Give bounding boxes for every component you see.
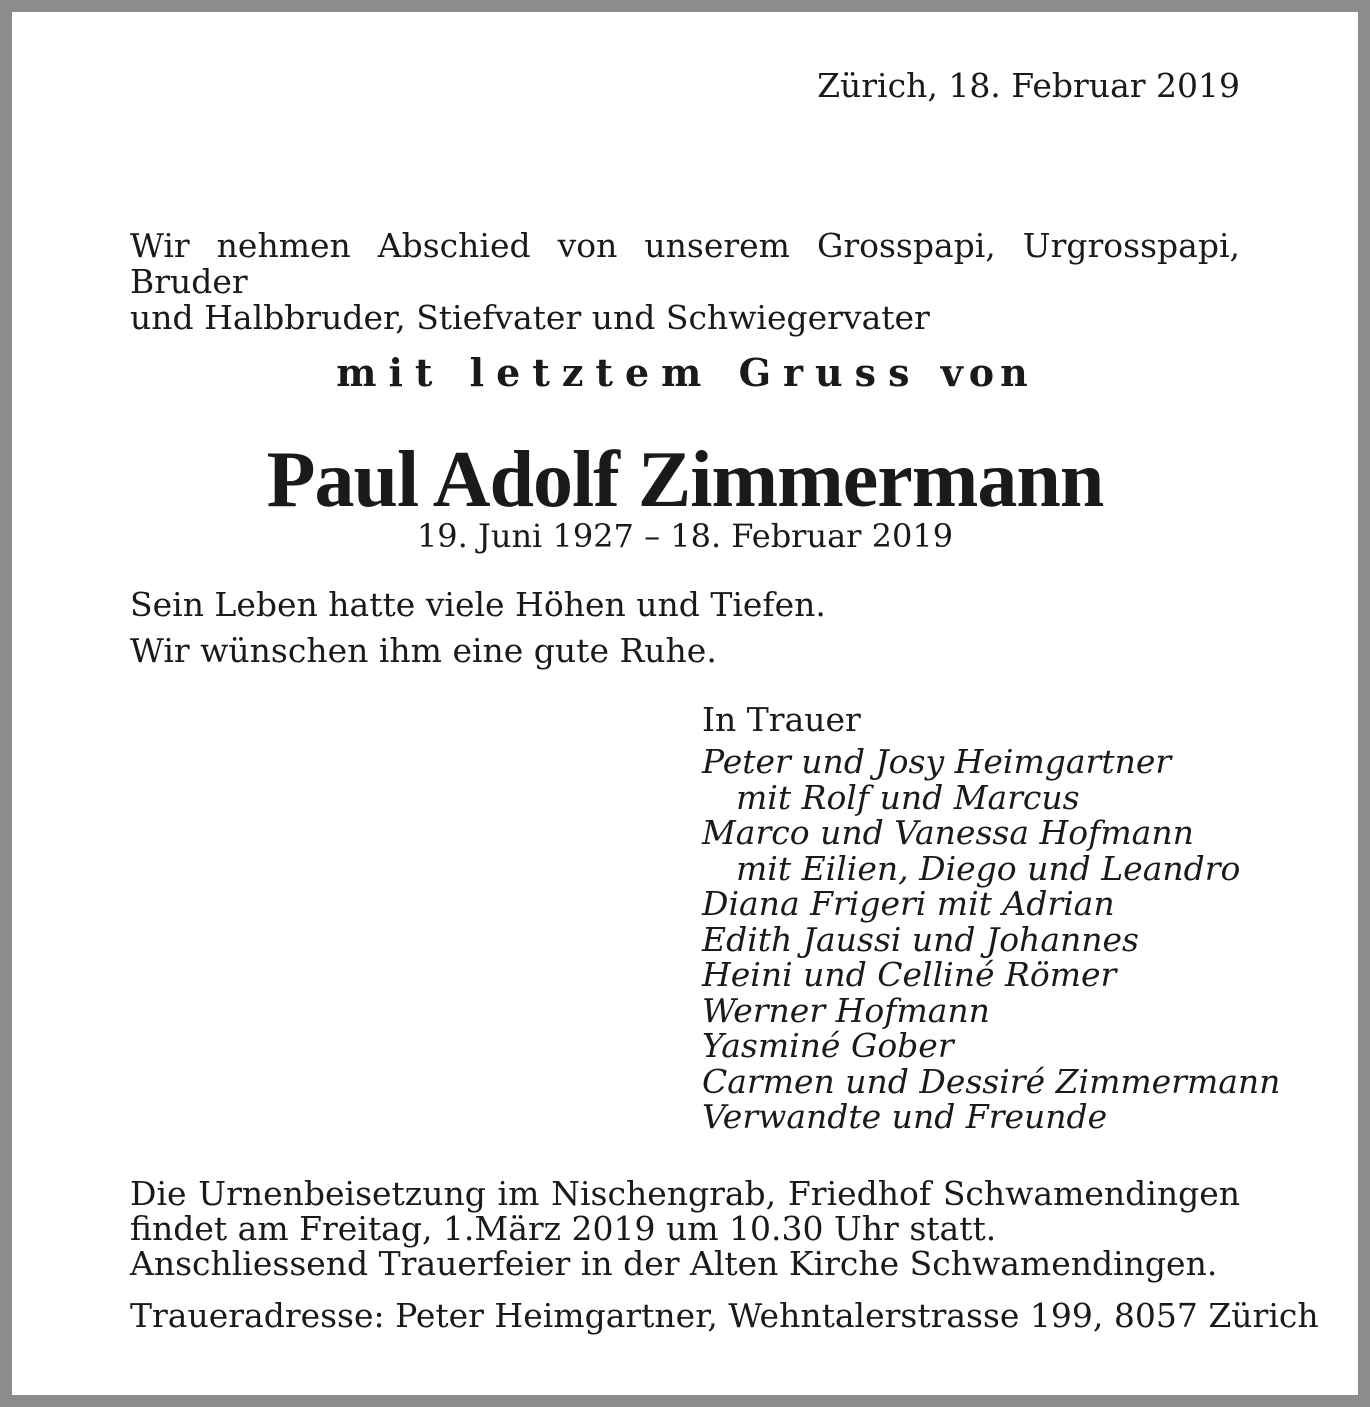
- notice-line-3: Anschliessend Trauerfeier in der Alten Kirche Schwamendingen.: [130, 1244, 1218, 1283]
- mourning-address: Traueradresse: Peter Heimgartner, Wehntalerstrasse 199, 8057 Zürich: [130, 1296, 1319, 1335]
- mourner-row: Peter und Josy Heimgartner: [702, 742, 1172, 781]
- mourner-row: Heini und Celliné Römer: [702, 955, 1117, 994]
- burial-notice: [130, 1176, 1240, 1281]
- intro-line-2: und Halbbruder, Stiefvater und Schwiegervater: [130, 298, 930, 337]
- mourner-row: Carmen und Dessiré Zimmermann: [702, 1061, 1281, 1101]
- verse-line-1: Sein Leben hatte viele Höhen und Tiefen.: [130, 585, 826, 624]
- farewell-part-1: mit letztem Gruss: [336, 350, 922, 395]
- intro-line-1: Wir nehmen Abschied von unserem Grosspapi, Urgrosspapi, Bruder: [130, 226, 1240, 301]
- mourner-row: Werner Hofmann: [702, 990, 990, 1030]
- mourner-row: Yasminé Gober: [702, 1026, 954, 1065]
- mourner-row: Diana Frigeri mit Adrian: [702, 884, 1115, 923]
- mourner-row: Verwandte und Freunde: [702, 1097, 1108, 1136]
- mourners-list: [702, 698, 1280, 1135]
- intro-paragraph: [130, 228, 1240, 336]
- verse-line-2: Wir wünschen ihm eine gute Ruhe.: [130, 631, 717, 670]
- farewell-heading: [12, 348, 1358, 398]
- verse: [130, 582, 826, 674]
- obituary-card: [12, 12, 1358, 1395]
- place-date: Zürich, 18. Februar 2019: [817, 66, 1240, 105]
- notice-line-1: Die Urnenbeisetzung im Nischengrab, Friedhof Schwamendingen: [130, 1174, 1240, 1213]
- mourner-row: Marco und Vanessa Hofmann: [702, 813, 1194, 852]
- mourner-row: mit Eilien, Diego und Leandro: [736, 848, 1241, 888]
- notice-line-2: findet am Freitag, 1.März 2019 um 10.30 Uhr statt.: [130, 1209, 997, 1248]
- deceased-name: Paul Adolf Zimmermann: [266, 436, 1104, 524]
- deceased-lifespan: 19. Juni 1927 – 18. Februar 2019: [416, 517, 954, 555]
- mourner-row: Edith Jaussi und Johannes: [702, 919, 1139, 959]
- mourner-row: mit Rolf und Marcus: [736, 777, 1080, 817]
- farewell-part-2: von: [921, 350, 1034, 395]
- mourners-heading: In Trauer: [702, 700, 861, 739]
